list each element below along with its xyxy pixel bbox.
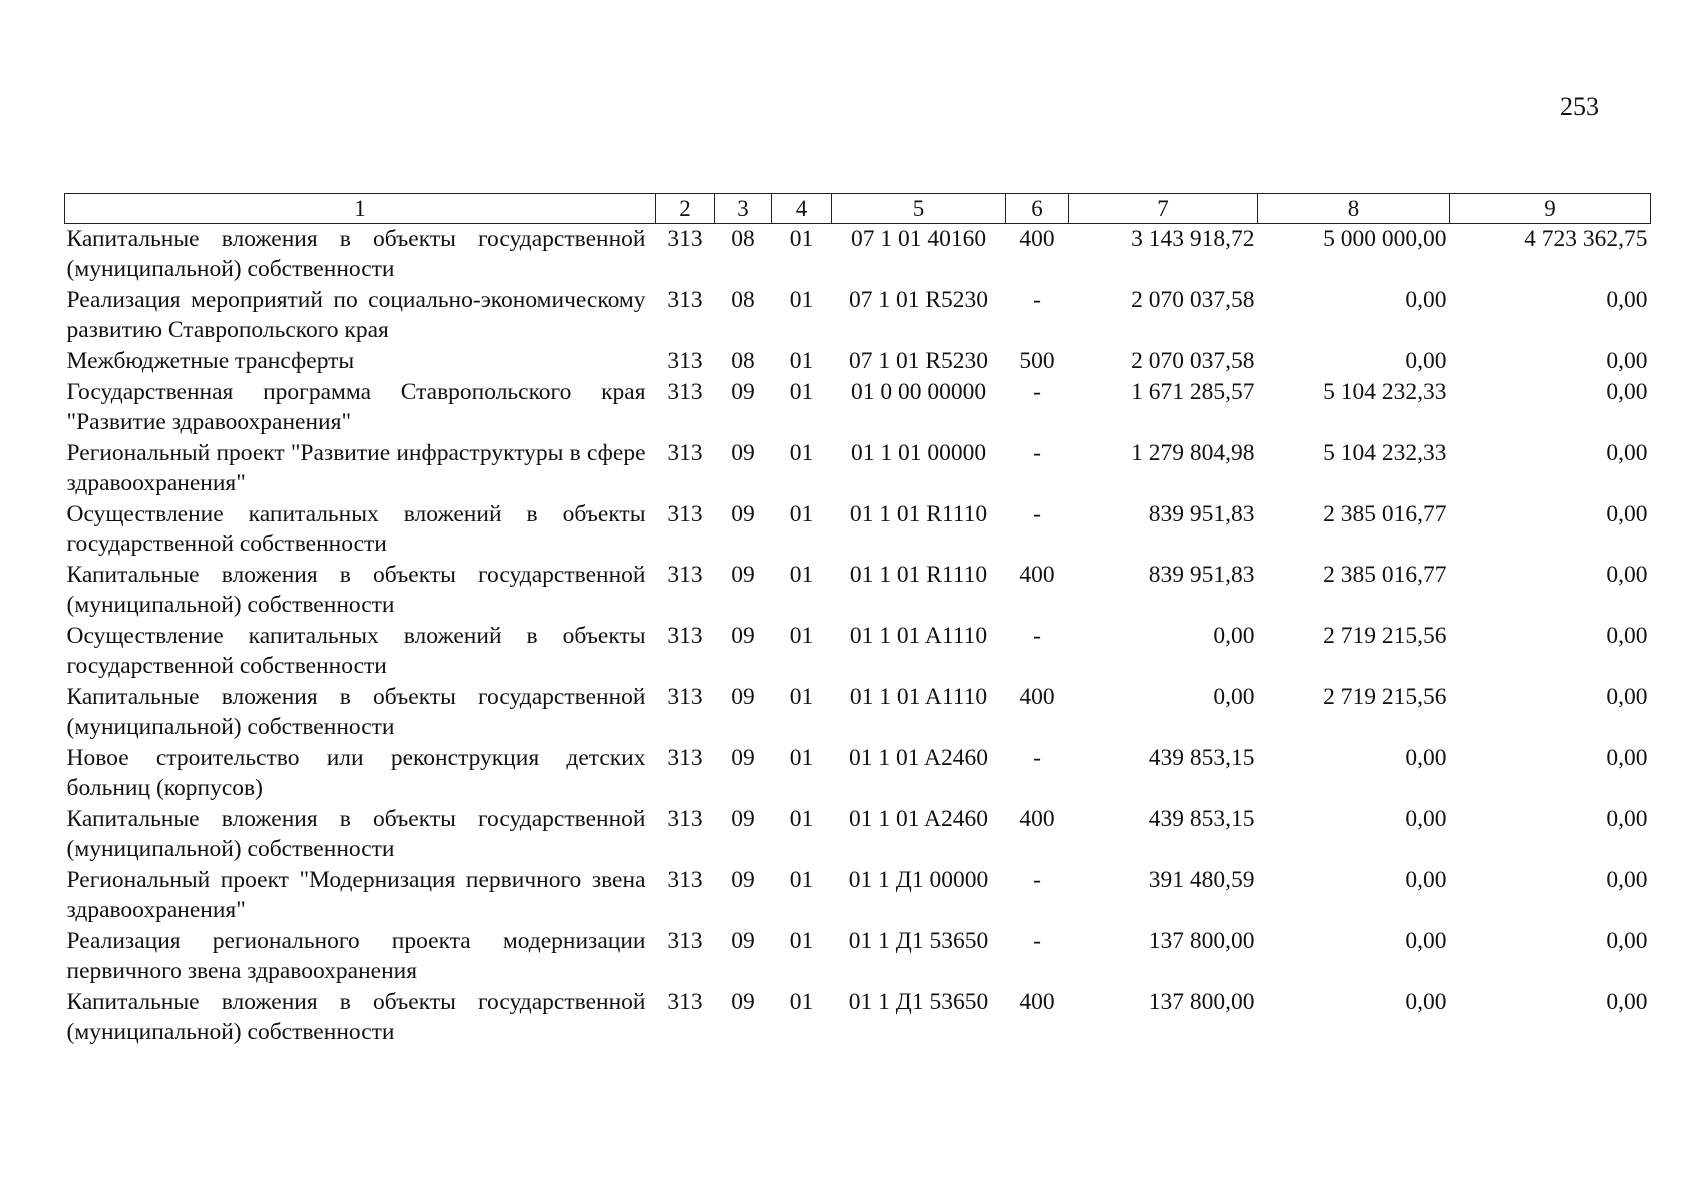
row-code-4: 01 bbox=[789, 989, 814, 1015]
row-amount-8: 0,00 bbox=[1405, 348, 1447, 374]
row-amount-7: 439 853,15 bbox=[1148, 806, 1255, 832]
row-name: Региональный проект "Модернизация первичного звена здравоохранения" bbox=[66, 867, 646, 923]
row-code-3: 09 bbox=[731, 745, 755, 771]
row-expense-type: 400 bbox=[1019, 562, 1055, 588]
row-amount-8: 0,00 bbox=[1405, 806, 1447, 832]
row-amount-9: 0,00 bbox=[1606, 806, 1648, 832]
table-header bbox=[65, 194, 1651, 224]
row-code-3: 08 bbox=[731, 226, 755, 252]
row-amount-7: 2 070 037,58 bbox=[1131, 348, 1255, 374]
header-cell-5: 5 bbox=[832, 194, 1006, 224]
table-row bbox=[65, 499, 1651, 560]
row-code-2: 313 bbox=[667, 379, 703, 405]
row-expense-type: - bbox=[1033, 745, 1041, 771]
row-target-code: 01 1 01 R1110 bbox=[849, 562, 988, 588]
row-amount-8: 2 719 215,56 bbox=[1323, 684, 1447, 710]
row-code-3: 09 bbox=[731, 440, 755, 466]
row-amount-7: 137 800,00 bbox=[1148, 989, 1255, 1015]
row-code-3: 09 bbox=[731, 623, 755, 649]
row-code-2: 313 bbox=[667, 348, 703, 374]
row-target-code: 07 1 01 40160 bbox=[850, 226, 987, 252]
page-number: 253 bbox=[1560, 92, 1599, 121]
row-code-4: 01 bbox=[789, 440, 814, 466]
budget-table bbox=[64, 193, 1651, 1048]
row-amount-7: 0,00 bbox=[1213, 684, 1255, 710]
row-amount-9: 0,00 bbox=[1606, 562, 1648, 588]
row-name: Региональный проект "Развитие инфраструктуры в сфере здравоохранения" bbox=[66, 440, 646, 496]
table-row bbox=[65, 377, 1651, 438]
row-target-code: 01 1 01 A1110 bbox=[849, 623, 988, 649]
row-code-3: 09 bbox=[731, 562, 755, 588]
row-code-4: 01 bbox=[789, 379, 814, 405]
row-name: Реализация регионального проекта модернизации первичного звена здравоохранения bbox=[66, 928, 646, 984]
row-code-2: 313 bbox=[667, 287, 703, 313]
row-amount-9: 0,00 bbox=[1606, 440, 1648, 466]
row-amount-9: 0,00 bbox=[1606, 501, 1648, 527]
row-name: Капитальные вложения в объекты государственной (муниципальной) собственности bbox=[66, 806, 646, 862]
row-code-2: 313 bbox=[667, 806, 703, 832]
table-row bbox=[65, 285, 1651, 346]
header-cell-7: 7 bbox=[1069, 194, 1258, 224]
row-code-2: 313 bbox=[667, 684, 703, 710]
row-code-4: 01 bbox=[789, 562, 814, 588]
row-code-2: 313 bbox=[667, 501, 703, 527]
table-row bbox=[65, 682, 1651, 743]
table-row bbox=[65, 346, 1651, 377]
row-code-4: 01 bbox=[789, 928, 814, 954]
table-row bbox=[65, 804, 1651, 865]
row-expense-type: - bbox=[1033, 287, 1041, 313]
row-expense-type: 400 bbox=[1019, 226, 1055, 252]
row-code-3: 08 bbox=[731, 287, 755, 313]
table-row bbox=[65, 438, 1651, 499]
row-amount-7: 0,00 bbox=[1213, 623, 1255, 649]
row-expense-type: - bbox=[1033, 623, 1041, 649]
row-amount-8: 0,00 bbox=[1405, 287, 1447, 313]
row-amount-9: 0,00 bbox=[1606, 928, 1648, 954]
row-expense-type: 400 bbox=[1019, 989, 1055, 1015]
header-cell-9: 9 bbox=[1450, 194, 1651, 224]
row-amount-8: 0,00 bbox=[1405, 928, 1447, 954]
row-target-code: 07 1 01 R5230 bbox=[848, 348, 989, 374]
row-code-3: 09 bbox=[731, 928, 755, 954]
row-target-code: 01 1 01 A2460 bbox=[848, 745, 989, 771]
row-code-3: 09 bbox=[731, 806, 755, 832]
row-code-4: 01 bbox=[789, 684, 814, 710]
row-code-4: 01 bbox=[789, 867, 814, 893]
header-cell-2: 2 bbox=[656, 194, 715, 224]
row-code-3: 09 bbox=[731, 379, 755, 405]
row-name: Государственная программа Ставропольского края "Развитие здравоохранения" bbox=[66, 379, 646, 435]
row-name: Межбюджетные трансферты bbox=[66, 348, 355, 374]
header-cell-4: 4 bbox=[772, 194, 832, 224]
row-amount-8: 5 104 232,33 bbox=[1323, 440, 1447, 466]
row-code-2: 313 bbox=[667, 867, 703, 893]
row-name: Новое строительство или реконструкция детских больниц (корпусов) bbox=[66, 745, 646, 801]
row-code-3: 09 bbox=[731, 501, 755, 527]
row-amount-8: 2 385 016,77 bbox=[1323, 562, 1447, 588]
table-row bbox=[65, 865, 1651, 926]
row-target-code: 01 1 01 A1110 bbox=[849, 684, 988, 710]
row-code-2: 313 bbox=[667, 745, 703, 771]
row-code-4: 01 bbox=[789, 287, 814, 313]
row-expense-type: - bbox=[1033, 379, 1041, 405]
row-name: Капитальные вложения в объекты государственной (муниципальной) собственности bbox=[66, 684, 646, 740]
row-code-2: 313 bbox=[667, 623, 703, 649]
row-code-3: 09 bbox=[731, 684, 755, 710]
row-code-2: 313 bbox=[667, 226, 703, 252]
row-target-code: 01 1 01 00000 bbox=[850, 440, 987, 466]
row-target-code: 01 0 00 00000 bbox=[850, 379, 987, 405]
row-code-3: 09 bbox=[731, 989, 755, 1015]
row-code-4: 01 bbox=[789, 501, 814, 527]
table-row bbox=[65, 743, 1651, 804]
table-row bbox=[65, 621, 1651, 682]
row-amount-9: 0,00 bbox=[1606, 379, 1648, 405]
row-expense-type: - bbox=[1033, 501, 1041, 527]
row-amount-7: 3 143 918,72 bbox=[1131, 226, 1255, 252]
table-body bbox=[65, 224, 1651, 1049]
row-expense-type: - bbox=[1033, 867, 1041, 893]
header-cell-8: 8 bbox=[1258, 194, 1450, 224]
row-target-code: 07 1 01 R5230 bbox=[848, 287, 989, 313]
row-name: Реализация мероприятий по социально-экономическому развитию Ставропольского края bbox=[66, 287, 646, 343]
row-target-code: 01 1 Д1 00000 bbox=[848, 867, 989, 893]
row-amount-9: 0,00 bbox=[1606, 348, 1648, 374]
row-amount-7: 839 951,83 bbox=[1148, 501, 1255, 527]
row-expense-type: 400 bbox=[1019, 806, 1055, 832]
row-code-4: 01 bbox=[789, 745, 814, 771]
row-expense-type: 400 bbox=[1019, 684, 1055, 710]
row-code-4: 01 bbox=[789, 806, 814, 832]
row-code-2: 313 bbox=[667, 989, 703, 1015]
row-expense-type: - bbox=[1033, 440, 1041, 466]
row-target-code: 01 1 Д1 53650 bbox=[848, 989, 989, 1015]
row-amount-7: 1 671 285,57 bbox=[1131, 379, 1255, 405]
row-name: Капитальные вложения в объекты государственной (муниципальной) собственности bbox=[66, 562, 646, 618]
table-row bbox=[65, 560, 1651, 621]
row-amount-8: 0,00 bbox=[1405, 989, 1447, 1015]
table-row bbox=[65, 224, 1651, 286]
table-row bbox=[65, 926, 1651, 987]
row-amount-9: 0,00 bbox=[1606, 989, 1648, 1015]
row-code-2: 313 bbox=[667, 562, 703, 588]
row-amount-9: 0,00 bbox=[1606, 867, 1648, 893]
row-amount-7: 839 951,83 bbox=[1148, 562, 1255, 588]
row-code-4: 01 bbox=[789, 226, 814, 252]
row-code-4: 01 bbox=[789, 623, 814, 649]
row-expense-type: - bbox=[1033, 928, 1041, 954]
header-row bbox=[65, 194, 1651, 224]
row-amount-9: 4 723 362,75 bbox=[1524, 226, 1648, 252]
row-amount-9: 0,00 bbox=[1606, 684, 1648, 710]
row-amount-8: 2 385 016,77 bbox=[1323, 501, 1447, 527]
row-code-3: 08 bbox=[731, 348, 755, 374]
row-amount-7: 2 070 037,58 bbox=[1131, 287, 1255, 313]
row-code-2: 313 bbox=[667, 928, 703, 954]
header-cell-6: 6 bbox=[1006, 194, 1069, 224]
row-amount-8: 5 104 232,33 bbox=[1323, 379, 1447, 405]
row-amount-9: 0,00 bbox=[1606, 623, 1648, 649]
row-target-code: 01 1 01 A2460 bbox=[848, 806, 989, 832]
row-target-code: 01 1 Д1 53650 bbox=[848, 928, 989, 954]
row-code-4: 01 bbox=[789, 348, 814, 374]
row-expense-type: 500 bbox=[1019, 348, 1055, 374]
row-amount-8: 0,00 bbox=[1405, 867, 1447, 893]
row-amount-9: 0,00 bbox=[1606, 287, 1648, 313]
row-target-code: 01 1 01 R1110 bbox=[849, 501, 988, 527]
row-code-3: 09 bbox=[731, 867, 755, 893]
row-amount-7: 1 279 804,98 bbox=[1131, 440, 1255, 466]
header-cell-3: 3 bbox=[715, 194, 772, 224]
row-name: Осуществление капитальных вложений в объекты государственной собственности bbox=[66, 623, 646, 679]
row-amount-7: 137 800,00 bbox=[1148, 928, 1255, 954]
row-name: Осуществление капитальных вложений в объекты государственной собственности bbox=[66, 501, 646, 557]
row-amount-8: 0,00 bbox=[1405, 745, 1447, 771]
row-code-2: 313 bbox=[667, 440, 703, 466]
row-name: Капитальные вложения в объекты государственной (муниципальной) собственности bbox=[66, 226, 646, 282]
row-amount-7: 439 853,15 bbox=[1148, 745, 1255, 771]
row-amount-8: 5 000 000,00 bbox=[1323, 226, 1447, 252]
row-amount-9: 0,00 bbox=[1606, 745, 1648, 771]
table-row bbox=[65, 987, 1651, 1048]
row-amount-8: 2 719 215,56 bbox=[1323, 623, 1447, 649]
row-amount-7: 391 480,59 bbox=[1148, 867, 1255, 893]
header-cell-1: 1 bbox=[65, 194, 656, 224]
row-name: Капитальные вложения в объекты государственной (муниципальной) собственности bbox=[66, 989, 646, 1045]
